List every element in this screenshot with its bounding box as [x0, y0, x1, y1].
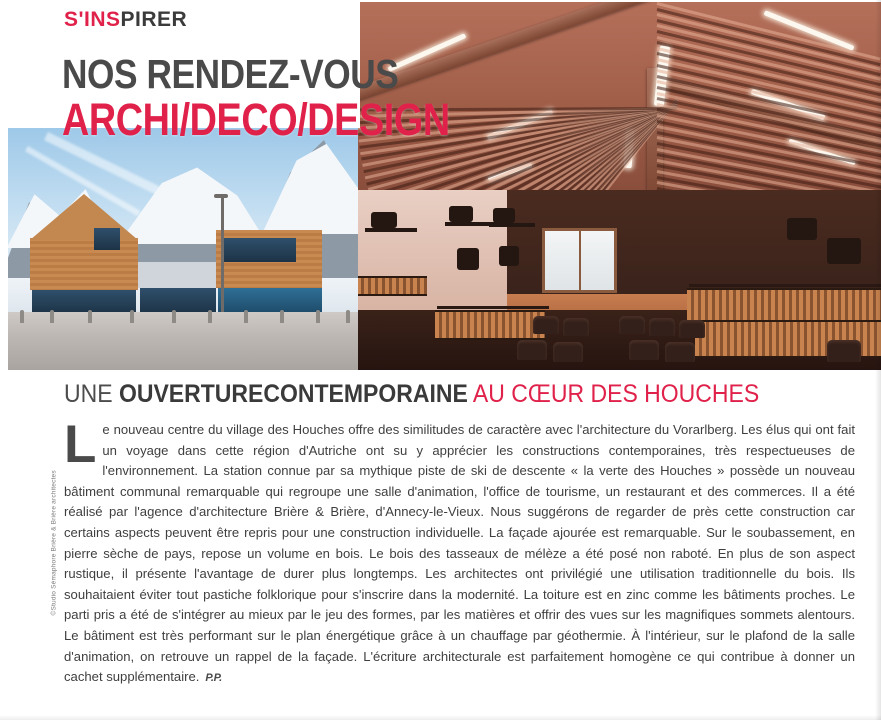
- page-edge-shadow-right: [875, 0, 881, 720]
- body-text: e nouveau centre du village des Houches offre des similitudes de caractère avec l'architecture du Vorarlberg. Les élus qui ont fait un voyage dans cette région d'Autriche ont su y apprécier les constructions contemporaines, très respectueuses de l'environnement. La station connue par sa mythique piste de ski de descente « la verte des Houches » possède un nouveau bâtiment communal remarquable qui regroupe une salle d'animation, l'office de tourisme, un restaurant et des commerces. Il a été réalisé par l'agence d'architecture Brière & Brière, d'Annecy-le-Vieux. Nous suggérons de regarder de près cette construction car certains aspects peuvent être repris pour une construction individuelle. La façade ajourée est remarquable. Sur le soubassement, en pierre sèche de pays, repose un volume en bois. Le bois des tasseaux de mélèze a été posé non raboté. En plus de son aspect rustique, il présente l'avantage de durer plus longtemps. Les architectes ont privilégié une utilisation traditionnelle du bois. Ils souhaitaient éviter tout pastiche folklorique pour s'inscrire dans la modernité. La toiture est en zinc comme les bâtiments proches. Le parti pris a été de s'intégrer au mieux par le jeu des formes, par les matières et offrir des vues sur les magnifiques sommets alentours. Le bâtiment est très performant sur le plan énergétique grâce à un chauffage par géothermie. À l'intérieur, sur le plafond de la salle d'animation, on retrouve un rappel de la façade. L'écriture architecturale est parfaitement homogène ce qui contribue à donner un cachet supplémentaire.: [64, 422, 855, 685]
- author-byline: P.P.: [205, 672, 222, 685]
- auditorium-region: [357, 190, 881, 370]
- article-block: [0, 372, 881, 720]
- article-body: [64, 415, 855, 689]
- headline-secondary: ARCHI/DECO/DESIGN: [62, 94, 450, 145]
- article-subhead: [64, 380, 759, 408]
- kicker-accent-text: S'INS: [64, 8, 121, 31]
- drop-cap: L: [64, 415, 97, 474]
- page-edge-shadow-bottom: [0, 715, 881, 720]
- kicker-rest-text: PIRER: [120, 8, 188, 31]
- interior-photo: [357, 2, 881, 370]
- exterior-photo: [8, 126, 358, 370]
- subhead-bold-text: OUVERTURECONTEMPORAINE: [118, 380, 468, 408]
- section-kicker: [64, 8, 187, 32]
- subhead-accent-text: AU CŒUR DES HOUCHES: [467, 380, 760, 408]
- photo-credit: ©Studio Sémaphore Brière & Brière architectes: [50, 470, 58, 616]
- headline-primary: NOS RENDEZ-VOUS: [62, 51, 399, 97]
- subhead-lead-text: UNE: [64, 380, 119, 408]
- hall-window: [542, 228, 617, 293]
